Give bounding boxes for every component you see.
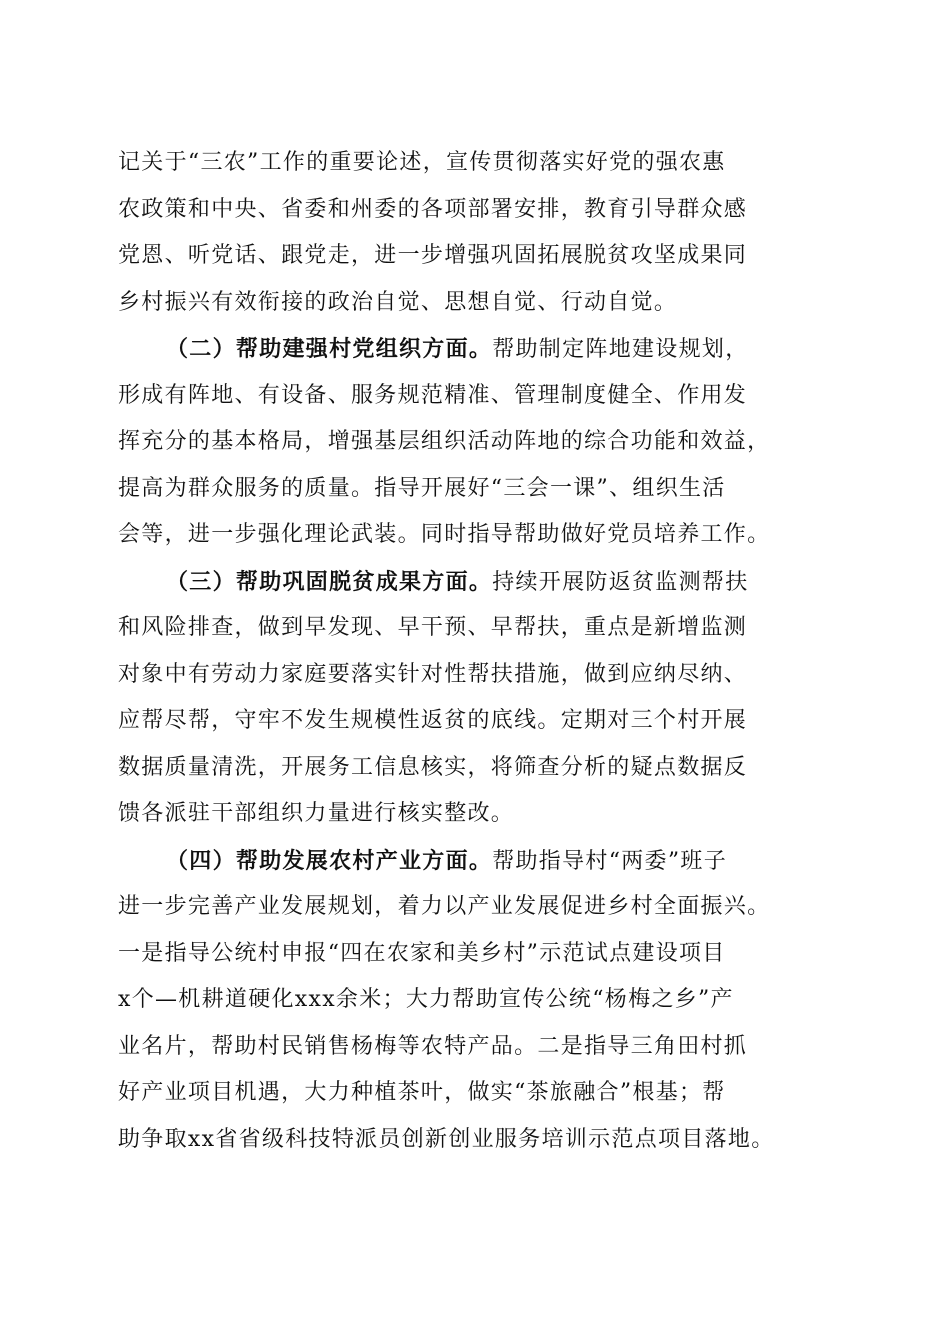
document-body (118, 140, 843, 1163)
text-line: 农政策和中央、省委和州委的各项部署安排，教育引导群众感 (118, 196, 748, 222)
text-line: 助争取xx省省级科技特派员创新创业服务培训示范点项目落地。 (118, 1126, 775, 1152)
paragraph-rural-industry (118, 838, 843, 1164)
paragraph-party-organization (118, 326, 843, 559)
text-line: 乡村振兴有效衔接的政治自觉、思想自觉、行动自觉。 (118, 289, 678, 315)
paragraph-poverty-results (118, 559, 843, 838)
text-line: 和风险排查，做到早发现、早干预、早帮扶，重点是新增监测 (118, 615, 748, 640)
paragraph-first-line (118, 559, 843, 606)
text-line: 记关于“三农”工作的重要论述，宣传贯彻落实好党的强农惠 (118, 150, 726, 175)
text-line: 会等，进一步强化理论武装。同时指导帮助做好党员培养工作。 (118, 522, 771, 547)
text-line: 对象中有劳动力家庭要落实针对性帮扶措施，做到应纳尽纳、 (118, 661, 748, 687)
text-line: 业名片，帮助村民销售杨梅等农特产品。二是指导三角田村抓 (118, 1033, 748, 1059)
text-line: 一是指导公统村申报“四在农家和美乡村”示范试点建设项目 (118, 940, 726, 966)
text-line: 馈各派驻干部组织力量进行核实整改。 (118, 801, 515, 826)
paragraph-continuation (118, 140, 843, 326)
section-heading: （四）帮助发展农村产业方面。 (166, 847, 493, 874)
section-heading: （二）帮助建强村党组织方面。 (166, 336, 493, 362)
text-segment: 帮助指导村“两委”班子 (492, 848, 727, 874)
text-line: 好产业项目机遇，大力种植茶叶，做实“茶旅融合”根基；帮 (118, 1080, 726, 1105)
text-segment: 持续开展防返贫监测帮扶 (492, 569, 749, 595)
text-line: 提高为群众服务的质量。指导开展好“三会一课”、组织生活 (118, 475, 726, 501)
paragraph-first-line (118, 838, 843, 885)
text-line: x个—机耕道硬化xxx余米；大力帮助宣传公统“杨梅之乡”产 (118, 987, 734, 1012)
text-line: 数据质量清洗，开展务工信息核实，将筛查分析的疑点数据反 (118, 754, 748, 780)
text-line: 应帮尽帮，守牢不发生规模性返贫的底线。定期对三个村开展 (118, 708, 748, 733)
text-segment: 帮助制定阵地建设规划， (492, 337, 749, 362)
section-heading: （三）帮助巩固脱贫成果方面。 (166, 568, 493, 595)
text-line: 党恩、听党话、跟党走，进一步增强巩固拓展脱贫攻坚成果同 (118, 243, 748, 268)
text-line: 进一步完善产业发展规划，着力以产业发展促进乡村全面振兴。 (118, 894, 771, 919)
text-line: 挥充分的基本格局，增强基层组织活动阵地的综合功能和效益， (118, 429, 771, 454)
text-line: 形成有阵地、有设备、服务规范精准、管理制度健全、作用发 (118, 382, 748, 408)
paragraph-first-line (118, 326, 843, 373)
